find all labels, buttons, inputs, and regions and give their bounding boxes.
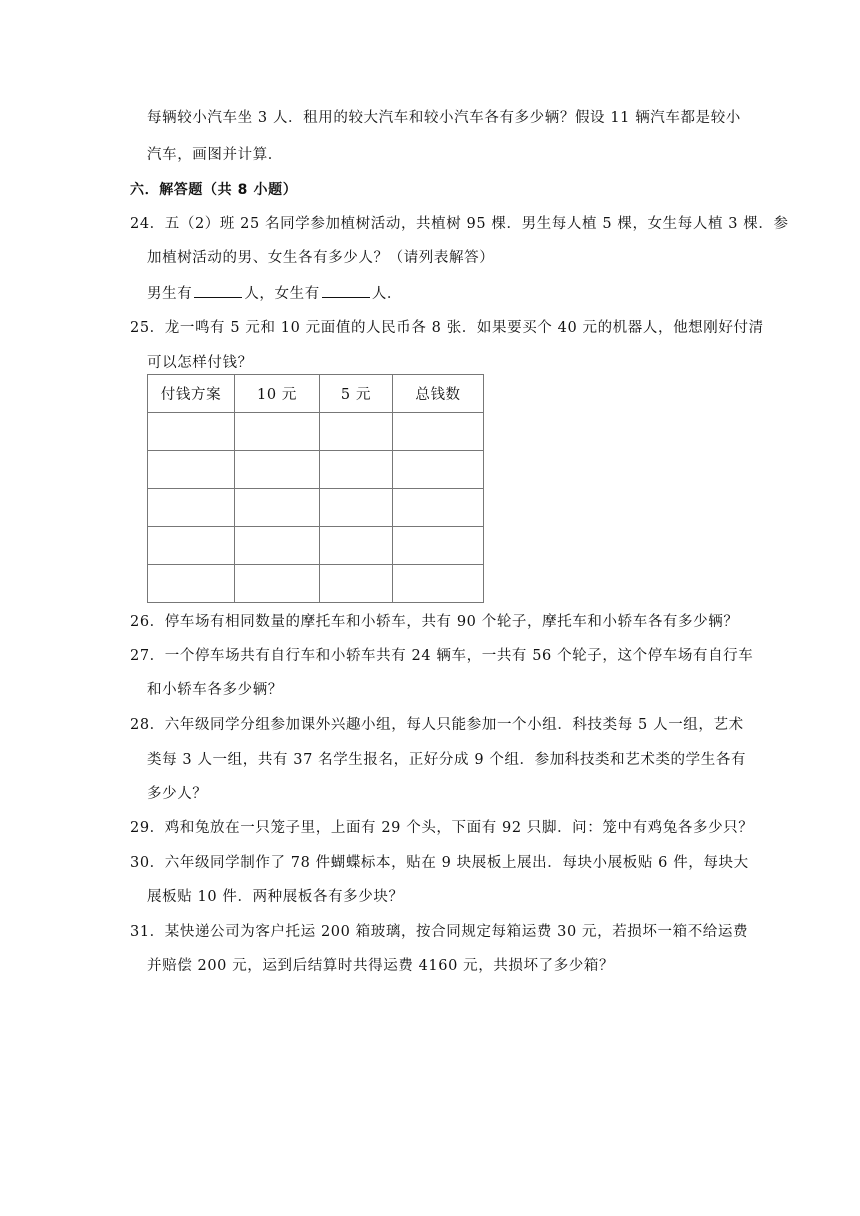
problem-27-text-line-2: 和小轿车各多少辆？	[147, 682, 283, 698]
table-header-cell: 付钱方案	[148, 375, 235, 413]
problem-27-text-line-1: 27．一个停车场共有自行车和小轿车共有 24 辆车，一共有 56 个轮子，这个停车场有自行车	[130, 648, 754, 664]
table-header-cell: 总钱数	[393, 375, 484, 413]
table-cell[interactable]	[235, 565, 320, 603]
table-cell[interactable]	[235, 489, 320, 527]
payment-plan-table	[147, 374, 484, 603]
table-cell[interactable]	[320, 451, 393, 489]
table-cell[interactable]	[320, 527, 393, 565]
problem-23-text-line-1: 每辆较小汽车坐 3 人．租用的较大汽车和较小汽车各有多少辆？假设 11 辆汽车都是较小	[147, 110, 741, 126]
problem-29-text: 29．鸡和兔放在一只笼子里，上面有 29 个头，下面有 92 只脚．问：笼中有鸡兔各多少只？	[130, 820, 754, 836]
problem-24-text-line-2: 加植树活动的男、女生各有多少人？（请列表解答）	[147, 250, 495, 266]
problem-31-text-line-1: 31．某快递公司为客户托运 200 箱玻璃，按合同规定每箱运费 30 元，若损坏一箱不给运费	[130, 924, 749, 940]
table-row	[148, 565, 484, 603]
table-cell[interactable]	[148, 489, 235, 527]
problem-24-answer-line	[147, 283, 402, 304]
table-row	[148, 413, 484, 451]
table-header-row	[148, 375, 484, 413]
table-cell[interactable]	[148, 451, 235, 489]
table-cell[interactable]	[320, 489, 393, 527]
table-cell[interactable]	[393, 413, 484, 451]
table-cell[interactable]	[393, 489, 484, 527]
answer-blank-girls[interactable]	[322, 283, 370, 298]
table-cell[interactable]	[320, 565, 393, 603]
problem-31-text-line-2: 并赔偿 200 元，运到后结算时共得运费 4160 元，共损坏了多少箱？	[147, 958, 615, 974]
problem-26-text: 26．停车场有相同数量的摩托车和小轿车，共有 90 个轮子，摩托车和小轿车各有多少辆？	[130, 614, 739, 630]
table-cell[interactable]	[393, 527, 484, 565]
table-header-cell: 5 元	[320, 375, 393, 413]
problem-24-text-line-1: 24．五（2）班 25 名同学参加植树活动，共植树 95 棵．男生每人植 5 棵，女生每人植 3 棵．参	[130, 216, 789, 232]
problem-30-text-line-2: 展板贴 10 件．两种展板各有多少块？	[147, 889, 404, 905]
problem-23-text-line-2: 汽车，画图并计算．	[147, 147, 283, 163]
table-cell[interactable]	[320, 413, 393, 451]
problem-25-text-line-1: 25．龙一鸣有 5 元和 10 元面值的人民币各 8 张．如果要买个 40 元的机器人，他想刚好付清	[130, 320, 764, 336]
problem-28-text-line-2: 类每 3 人一组，共有 37 名学生报名，正好分成 9 个组．参加科技类和艺术类的学生各有	[147, 752, 747, 768]
table-header-cell: 10 元	[235, 375, 320, 413]
table-cell[interactable]	[235, 451, 320, 489]
table-cell[interactable]	[235, 413, 320, 451]
table-cell[interactable]	[235, 527, 320, 565]
section-heading: 六．解答题（共 8 小题）	[130, 182, 298, 198]
table-cell[interactable]	[148, 527, 235, 565]
answer-label-boys: 男生有	[147, 286, 193, 302]
answer-label-end: 人．	[371, 286, 403, 302]
problem-25-text-line-2: 可以怎样付钱？	[147, 355, 253, 371]
answer-label-girls: 人，女生有	[244, 286, 320, 302]
table-cell[interactable]	[148, 413, 235, 451]
answer-blank-boys[interactable]	[194, 283, 242, 298]
problem-28-text-line-3: 多少人？	[147, 786, 208, 802]
table-row	[148, 451, 484, 489]
problem-30-text-line-1: 30．六年级同学制作了 78 件蝴蝶标本，贴在 9 块展板上展出．每块小展板贴 6 件，每块大	[130, 855, 749, 871]
table-cell[interactable]	[148, 565, 235, 603]
table-row	[148, 489, 484, 527]
table-cell[interactable]	[393, 565, 484, 603]
problem-28-text-line-1: 28．六年级同学分组参加课外兴趣小组，每人只能参加一个小组．科技类每 5 人一组，艺术	[130, 717, 744, 733]
table-cell[interactable]	[393, 451, 484, 489]
table-row	[148, 527, 484, 565]
